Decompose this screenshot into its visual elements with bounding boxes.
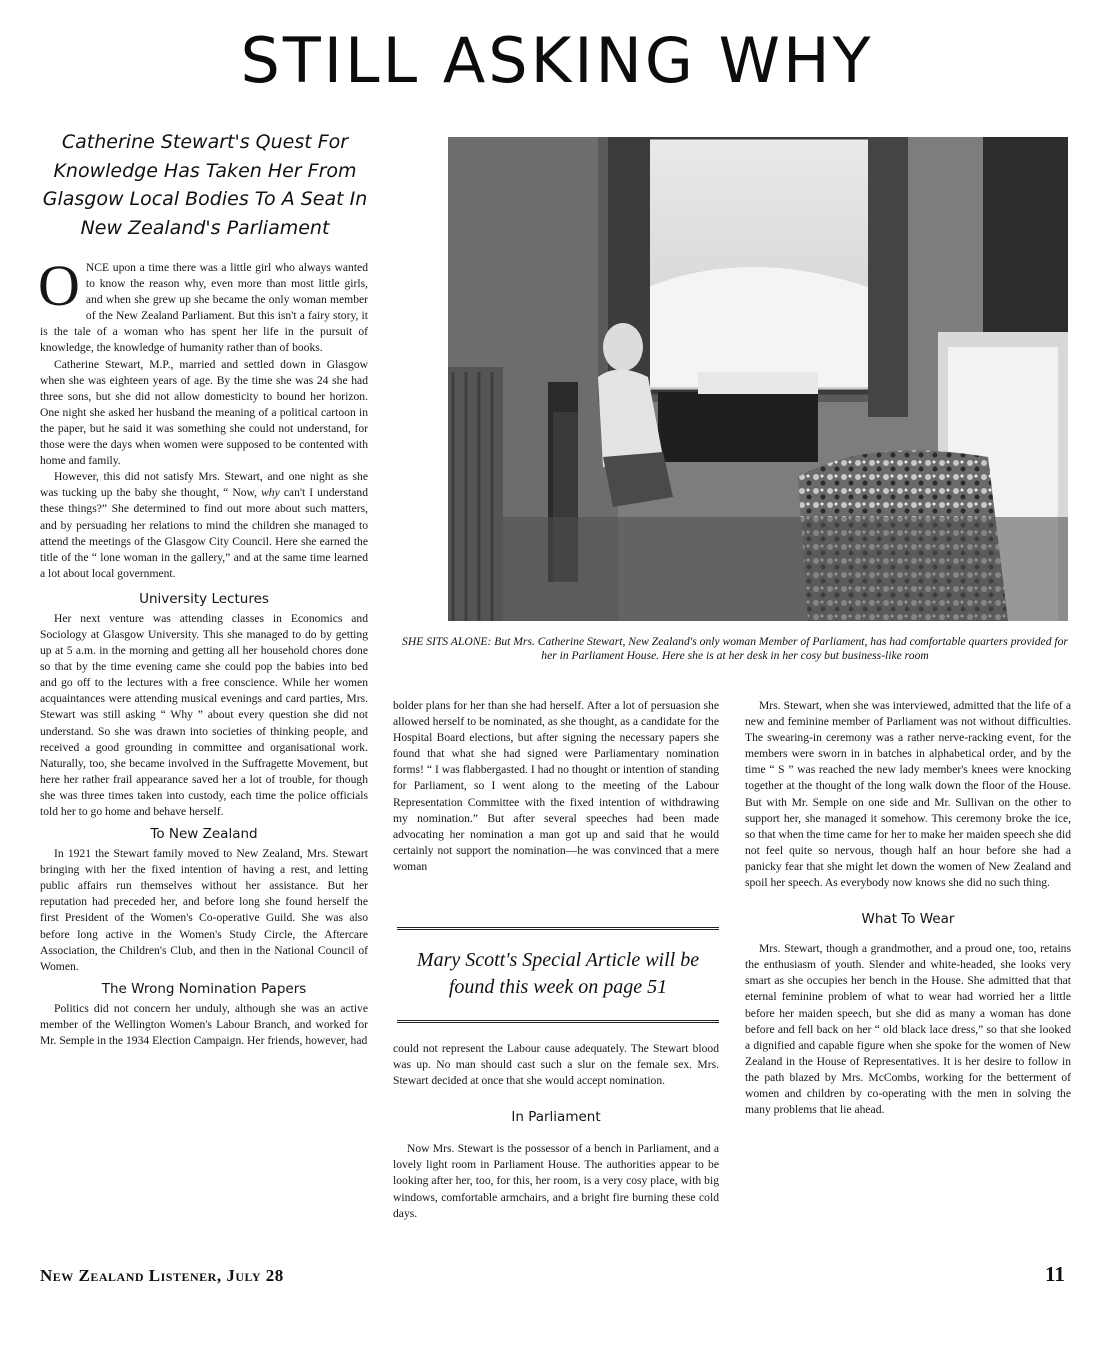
column-2-bottom [393,1041,719,1222]
photograph [448,137,1068,621]
section-heading: To New Zealand [150,826,258,843]
paragraph: Now Mrs. Stewart is the possessor of a bench in Parliament, and a lovely light room in Parliament House. The authorities appear to be looking after her, too, for this, her room, is a very cosy place, with big windows, comfortable armchairs, and a bright fire burning these cold days. [393,1142,719,1220]
paragraph: Mrs. Stewart, when she was interviewed, admitted that the life of a new and feminine member of Parliament was not without difficulties. The swearing-in ceremony was a rather nerve-racking event, for the members were sworn in in batches in alphabetical order, and by the time “ S ” was reached the new lady member's knees were knocking together at the thought of the long walk down the floor of the House. But with Mr. Semple on one side and Mr. Sullivan on the other to support her, she managed it somehow. This ceremony broke the ice, so that when the time came for her to make her maiden speech she did not feel quite so nervous, though half an hour before she had a panicky fear that she might let down the women of New Zealand and spoil her speech. As everybody now knows she did no such thing. [745,699,1071,890]
headline: STILL ASKING WHY [240,24,874,97]
paragraph: bolder plans for her than she had herself. After a lot of persuasion she allowed herself to be nominated, as she thought, as a candidate for the Hospital Board elections, but after signing the necessary papers she found that what she had signed were Parliamentary nomination forms! “ I was flabbergasted. I had no thought or intention of standing for Parliament, so I went along to the meeting of the Labour Representation Committee with the fixed intention of withdrawing my nomination.” But after several speeches had been made advocating her nomination a man got up and said that he would certainly not support the nomination—he was convinced that a mere woman [393,699,719,873]
special-article-notice [397,927,719,1023]
subheadline: Catherine Stewart's Quest For Knowledge Has Taken Her From Glasgow Local Bodies To A Seat In New Zealand's Parliament [42,131,368,239]
section-heading: What To Wear [861,911,955,928]
photo-illustration [448,137,1068,621]
page-number: 11 [1045,1262,1065,1286]
caption-lead: SHE SITS ALONE: [402,635,492,648]
column-2-top [393,698,719,875]
column-1 [38,253,368,1049]
publication-footer: New Zealand Listener, July 28 [40,1266,284,1285]
drop-cap: O [38,253,80,318]
section-heading: The Wrong Nomination Papers [101,980,307,997]
paragraph: Catherine Stewart, M.P., married and settled down in Glasgow when she was eighteen years of age. By the time she was 24 she had three sons, but she did not allow domesticity to bound her horizon. One night she asked her husband the meaning of a political cartoon in the paper, but he said it was something she could not understand, for those were the days when women were supposed to be contented with home and family. [40,357,368,468]
paragraph: ONCE upon a time there was a little girl who always wanted to know the reason why, even more than most little girls, and when she grew up she became the only woman member of the New Zealand Parliament. But this isn't a fairy story, it is the tale of a woman who has spent her life in the pursuit of knowledge, the knowledge of humanity rather than of books. [38,253,368,355]
paragraph: However, this did not satisfy Mrs. Stewart, and one night as she was tucking up the baby she thought, “ Now, why can't I understand these things?” She determined to find out more about such matters, and by persuading her relations to mind the children she managed to attend the meetings of the Glasgow City Council. Here she earned the title of the “ lone woman in the gallery,” and at the same time learned a lot about local government. [40,470,368,580]
paragraph: Mrs. Stewart, though a grandmother, and a proud one, too, retains the enthusiasm of youth. Slender and white-headed, she looks very smart as she occupies her bench in the House. She admitted that that eternal feminine problem of what to wear had worried her a little before her maiden speech, but she did as many a woman has done before and fell back on her “ old black lace dress,” so that she looked a dignified and capable figure when she spoke for the women of New Zealand in the House of Representatives. It is her desire to follow in the path blazed by Mrs. McCombs, working for the betterment of women and children by co-operating with the men in solving the many problems that lie ahead. [745,942,1071,1117]
caption-text: But Mrs. Catherine Stewart, New Zealand's only woman Member of Parliament, has had comfortable quarters provided for her in Parliament House. Here she is at her desk in her cosy but business-like room [491,635,1068,662]
column-3 [745,698,1071,1118]
special-article-text: Mary Scott's Special Article will be found this week on page 51 [416,949,700,998]
section-heading: University Lectures [139,590,269,607]
paragraph: Politics did not concern her unduly, although she was an active member of the Wellington Women's Labour Branch, and worked for Mr. Semple in the 1934 Election Campaign. Her friends, however, had [40,1001,368,1048]
section-heading: In Parliament [511,1109,601,1126]
paragraph: Her next venture was attending classes in Economics and Sociology at Glasgow University. This she managed to do by getting up at 5 a.m. in the morning and getting all her household chores done so that by the time evening came she could pop the babies into bed and go off to the lectures with a free conscience. While her women acquaintances were attending musical evenings and card parties, Mrs. Stewart was still asking “ Why ” about every question she did not understand. So she was drawn into societies of thinking people, and received a good grounding in committee and organisational work. Naturally, too, she became involved in the Suffragette Movement, but here her rather frail appearance saved her a lot of trouble, for though she was three times taken into custody, each time the police officials told her to go home and behave herself. [40,611,368,818]
paragraph: In 1921 the Stewart family moved to New Zealand, Mrs. Stewart bringing with her the fixed intention of having a rest, and letting public affairs run themselves without her assistance. But her reputation had preceded her, and before long she found herself the first President of the Women's Co-operative Guild. She was also before long active in the Women's Study Circle, the Aftercare Association, the Children's Club, and then in the National Council of Women. [40,847,368,973]
photo-caption [400,635,1070,662]
paragraph: could not represent the Labour cause adequately. The Stewart blood was up. No man should cast such a slur on the female sex. Mrs. Stewart decided at once that she would accept nomination. [393,1042,719,1088]
